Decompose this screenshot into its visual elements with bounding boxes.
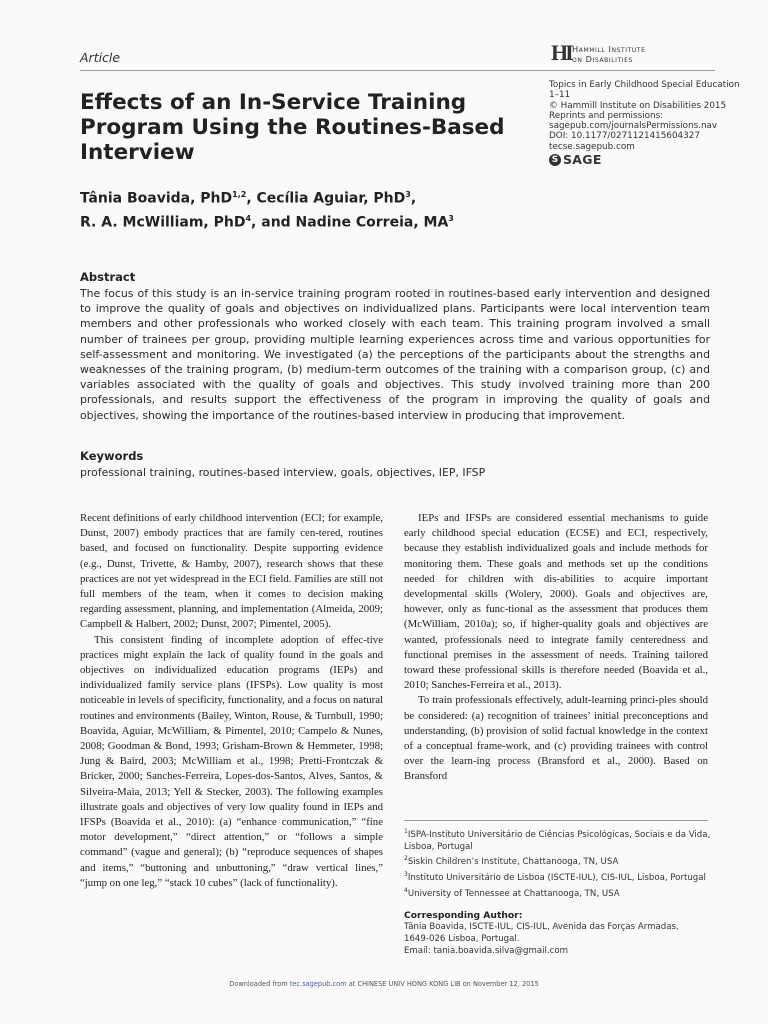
sage-wordmark: SAGE	[563, 151, 602, 167]
author-name: and Nadine Correia, MA	[261, 214, 449, 231]
publisher-logo	[551, 42, 721, 64]
keywords-heading: Keywords	[80, 449, 144, 463]
author-affiliation-marker: 3	[448, 213, 454, 223]
body-column-right	[404, 511, 708, 785]
corresponding-email[interactable]: Email: tania.boavida.silva@gmail.com	[404, 945, 568, 956]
footnote-rule	[404, 820, 708, 821]
author-name: R. A. McWilliam, PhD	[80, 214, 246, 231]
logo-line-1: Hammill Institute	[572, 44, 646, 54]
sage-swirl-icon: S	[549, 154, 561, 166]
corresponding-author-heading: Corresponding Author:	[404, 910, 523, 922]
hammill-logo-mark: HI	[551, 40, 571, 65]
permissions-url[interactable]: sagepub.com/journalsPermissions.nav	[549, 121, 718, 132]
journal-name: Topics in Early Childhood Special Education	[549, 80, 740, 90]
journal-site[interactable]: tecse.sagepub.com	[549, 141, 635, 152]
author-list: Tânia Boavida, PhD$^{1,2}$, Cecília Aguiar, PhD$^3$, R. A. McWilliam, PhD$^4$, and Nadine Correia, $MA^3$	[80, 190, 454, 231]
body-paragraph: To train professionals effectively, adult-learning princi-ples should be considered: (a) recognition of trainees’ initial preconceptions and understanding, (b) provision of solid factual knowledge in the context of a conceptual frame-work, and (c) providing trainees with control over the learn-ing process (Bransford et al., 2000). Based on Bransford	[404, 694, 708, 783]
article-title: Effects of an In-Service Training Program Using the Routines-Based Interview	[80, 90, 505, 165]
sage-logo	[549, 151, 749, 167]
affiliation-footnote: $^2$Siskin Children’s Institute, Chattanooga, TN, USA	[404, 855, 619, 868]
page-range: 1–11	[549, 90, 571, 101]
affiliation-footnote: $^4$University of Tennessee at Chattanooga, TN, USA	[404, 886, 620, 899]
copyright: © Hammill Institute on Disabilities 2015	[549, 100, 727, 111]
keywords-text: professional training, routines-based interview, goals, objectives, IEP, IFSP	[80, 466, 486, 479]
author-name: Cecília Aguiar, PhD	[256, 190, 406, 207]
body-paragraph: IEPs and IFSPs are considered essential mechanisms to guide early childhood special education (ECSE) and ECI, respectively, because they establish individualized goals and include methods for monitoring them. These goals and methods set up the conditions needed for children with dis-abilities to acquire important developmental skills (Wolery, 2000). Goals and objectives are, however, only as func-tional as the assessment that produces them (McWilliam, 2010a); so, if higher-quality goals and objectives are wanted, professionals need to integrate family centeredness and functional premises in the assessment of needs. Training tailored toward these professional skills is therefore needed (Boavida et al., 2010; Sanches-Ferreira et al., 2013).	[404, 512, 708, 692]
corresponding-address: 1649-026 Lisboa, Portugal.	[404, 934, 520, 945]
logo-line-2: on Disabilities	[572, 54, 633, 64]
affiliation-footnote: $^1$ISPA-Instituto Universitário de Ciências Psicológicas, Sociais e da Vida, Lisboa, Portugal	[404, 828, 711, 852]
article-type-label: Article	[80, 50, 121, 65]
footnotes	[404, 826, 714, 958]
download-notice: Downloaded from tec.sagepub.com at CHINESE UNIV HONG KONG LIB on November 12, 2015	[229, 980, 539, 988]
body-paragraph: This consistent finding of incomplete adoption of effec-tive practices might explain the lack of quality found in the goals and objectives on individualized education programs (IEPs) and individualized family service plans (IFSPs). Low quality is most noticeable in levels of specificity, functionality, and a focus on natural routines and environments (Bailey, Winton, Rouse, & Turnbull, 1990; Boavida, Aguiar, McWilliam, & Pimentel, 2010; Campelo & Nunes, 2008; Goodman & Bond, 1993; Grisham-Brown & Hemmeter, 1998; Jung & Baird, 2003; McWilliam et al., 1998; Pretti-Frontczak & Bricker, 2000; Sanches-Ferreira, Lopes-dos-Santos, Alves, Santos, & Silveira-Maia, 2013; Yell & Stecker, 2003). The following examples illustrate goals and objectives of very low quality found in IEPs and IFSPs (Boavida et al., 2010): (a) “enhance communication,” “fine motor development,” “direct attention,” or “follows a simple command” (vague and general); (b) “reproduce sequences of shapes and items,” “buttoning and unbuttoning,” “draw vertical lines,” “jump on one leg,” “stack 10 cubes” (lack of functionality).	[80, 633, 383, 889]
affiliation-footnote: $^3$Instituto Universitário de Lisboa (ISCTE-IUL), CIS-IUL, Lisboa, Portugal	[404, 871, 706, 883]
journal-meta	[549, 80, 749, 166]
abstract-text: The focus of this study is an in-service training program rooted in routines-based early intervention and designed to improve the quality of goals and objectives on individualized plans. Participants were local intervention team members and other professionals who worked closely with each team. This training program involved a small number of trainees per group, providing multiple learning experiences across time and various opportunities for self-assessment and monitoring. We investigated (a) the perceptions of the participants about the strengths and weaknesses of the training program, (b) medium-term outcomes of the training with a comparison group, (c) and variables associated with the quality of goals and objectives. This study involved training more than 200 professionals, and results support the effectiveness of the program in improving the quality of goals and objectives, showing the importance of the routines-based interview in producing that improvement.	[80, 287, 710, 422]
author-affiliation-marker: 4	[245, 213, 252, 223]
body-column-left	[80, 511, 383, 891]
body-paragraph: Recent definitions of early childhood intervention (ECI; for example, Dunst, 2007) embody practices that are family cen-tered, routines based, and focused on functionality. Despite supporting evidence (e.g., Dunst, Trivette, & Hamby, 2007), research shows that these practices are not yet widespread in the ECI field. Families are still not full members of the team, when it comes to decision making regarding assessment, planning, and implementation (Almeida, 2009; Campbell & Halbert, 2002; Dunst, 2007; Pimentel, 2005).	[80, 512, 383, 631]
abstract-heading: Abstract	[80, 270, 136, 284]
doi[interactable]: DOI: 10.1177/0271121415604327	[549, 131, 700, 142]
corresponding-address: Tânia Boavida, ISCTE-IUL, CIS-IUL, Avenida das Forças Armadas,	[404, 922, 679, 933]
reprints-label: Reprints and permissions:	[549, 110, 664, 121]
download-source-link[interactable]: tec.sagepub.com	[289, 980, 347, 988]
author-affiliation-marker: 3	[405, 190, 411, 199]
header-rule	[80, 70, 715, 71]
author-name: Tânia Boavida, PhD	[80, 190, 233, 207]
author-affiliation-marker: 1,2	[232, 190, 247, 199]
